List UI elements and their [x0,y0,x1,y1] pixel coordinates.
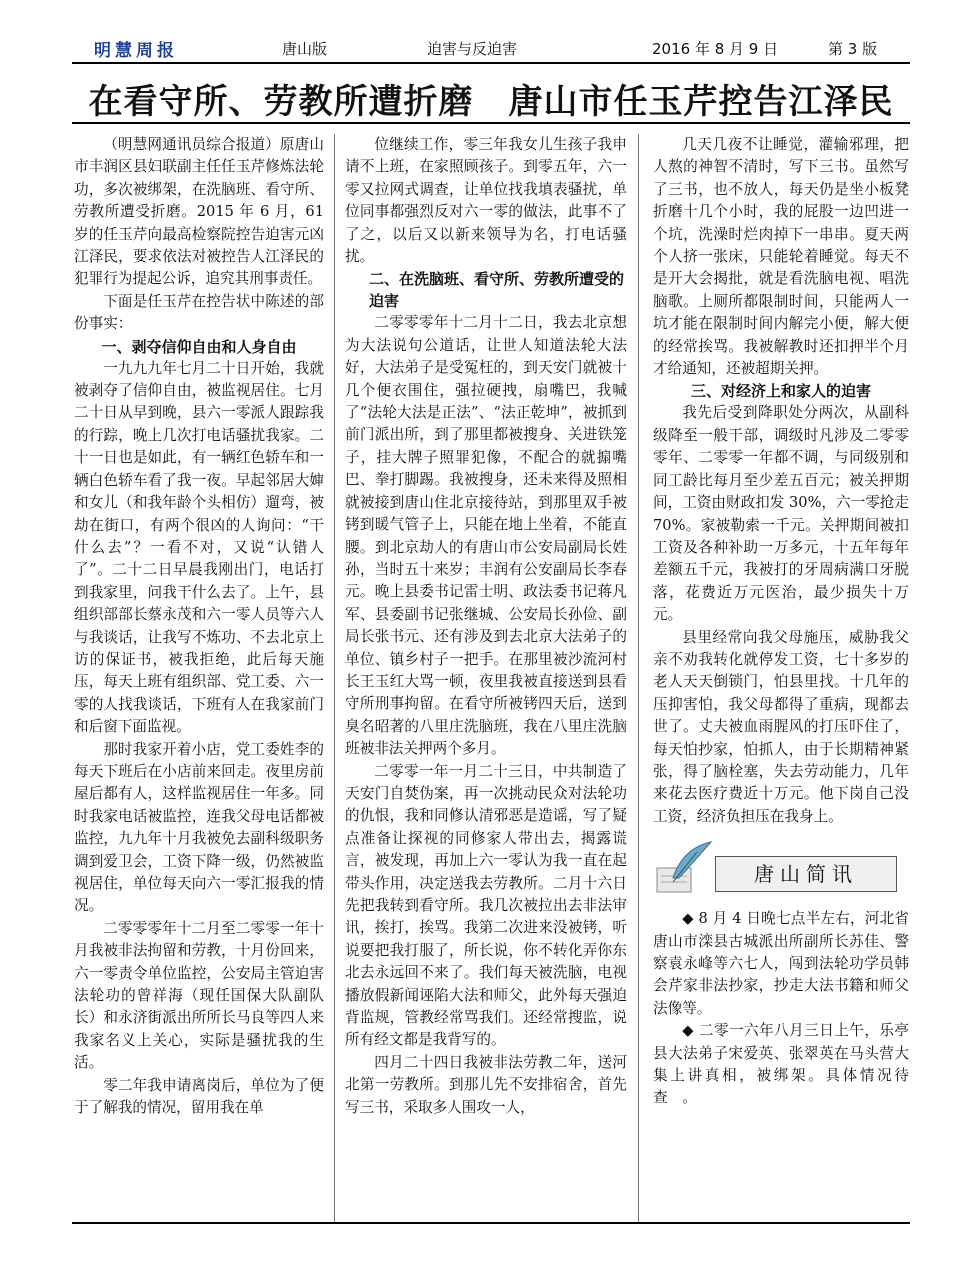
column-2 [345,134,627,1119]
masthead-date: 2016 年 8 月 9 日 [652,40,779,58]
paragraph: 一九九九年七月二十日开始，我就被剥夺了信仰自由，被监视居住。七月二十日从早到晚，县六一零派人跟踪我的行踪，晚上几次打电话骚扰我家。二十一日也是如此，有一辆红色轿车和一辆白色轿车看了我一夜。早起邻居大婶和女儿（和我年龄个头相仿）遛弯，被劫在街口，有两个很凶的人询问：“干什么去”？一看不对，又说“认错人了”。二十二日早晨我刚出门，电话打到我家里，问我干什么去了。上午，县组织部部长蔡永茂和六一零人员等六人与我谈话，让我写不炼功、不去北京上访的保证书，被我拒绝，此后每天施压，每天上班有组织部、党工委、六一零的人找我谈话，下班有人在我家前门和后窗下面监视。 [74,359,324,736]
title-rule [72,122,910,124]
masthead-section: 迫害与反迫害 [427,40,518,58]
paragraph: 那时我家开着小店，党工委姓李的每天下班后在小店前来回走。夜里房前屋后都有人，这样监视居住一年多。同时我家电话被监控，连我父母电话都被监控，九九年十月我被免去副科级职务调到爱卫会，工资下降一级，仍然被监视居住，单位每天向六一零汇报我的情况。 [74,740,324,915]
masthead-rule [72,62,910,64]
masthead-page-number: 第 3 版 [828,40,878,58]
masthead-brand: 明慧周报 [94,41,178,61]
masthead [72,36,908,62]
paragraph: 二零零零年十二月至二零零一年十月我被非法拘留和劳教，十月份回来，六一零责令单位监控，公安局主管迫害法轮功的曾祥海（现任国保大队副队长）和永济街派出所所长马良等四人来我家名义上关心，实际是骚扰我的生活。 [74,919,324,1072]
article-title: 在看守所、劳教所遭折磨 唐山市任玉芹控告江泽民 [88,82,894,122]
news-brief-header [653,838,909,902]
section-heading-3: 三、对经济上和家人的迫害 [690,382,871,401]
quill-pen-icon [653,838,715,898]
paragraph: 位继续工作，零三年我女儿生孩子我申请不上班，在家照顾孩子。到零五年，六一零又拉网式调查，让单位找我填表骚扰，单位同事都强烈反对六一零的做法，此事不了了之，以后又以新来领导为名，打电话骚扰。 [345,136,627,266]
section-heading-1: 一、剥夺信仰自由和人身自由 [101,337,297,356]
paragraph: 二零零零年十二月十二日，我去北京想为大法说句公道话，让世人知道法轮大法好，大法弟子是受冤枉的，到天安门就被十几个便衣围住，强拉硬拽，扇嘴巴，我喊了“法轮大法是正法”、“法正乾坤”，被抓到前门派出所，到了那里都被搜身、关进铁笼子，挂大牌子照罪犯像，不配合的就搧嘴巴、拳打脚踢。我被搜身，还未来得及照相就被接到唐山住北京接待站，到那里双手被铐到暖气管子上，只能在地上坐着，不能直腰。到北京劫人的有唐山市公安局副局长姓孙，当时五十来岁；丰润有公安副局长李春元。晚上县委书记雷士明、政法委书记蒋凡军、县委副书记张继城、公安局长孙俭、副局长张书元、还有涉及到去北京大法弟子的单位、镇乡村子一把手。在那里被沙流河村长王玉红大骂一顿，夜里我被直接送到县看守所刑事拘留。在看守所被铐四天后，送到臭名昭著的八里庄洗脑班，我在八里庄洗脑班被非法关押两个多月。 [345,314,627,758]
column-3 [653,134,909,1110]
news-item: ◆ 8 月 4 日晚七点半左右，河北省唐山市滦县古城派出所副所长苏佳、警察袁永峰等六七人，闯到法轮功学员韩会芹家非法抄家，抄走大法书籍和师父法像等。 [653,910,909,1017]
paragraph: 零二年我申请离岗后，单位为了便于了解我的情况，留用我在单 [74,1076,324,1117]
news-brief-title: 唐山简讯 [715,856,897,892]
column-divider [638,134,639,1224]
section-heading-2: 二、在洗脑班、看守所、劳教所遭受的迫害 [369,270,625,311]
column-1 [74,134,324,1119]
paragraph: 几天几夜不让睡觉，灌输邪理，把人熬的神智不清时，写下三书。虽然写了三书，也不放人，每天仍是坐小板凳折磨十几个小时，我的屁股一边凹进一个坑，洗澡时烂肉掉下一串串。夏天两个人挤一张床，只能轮着睡觉。每天不是开大会揭批，就是看洗脑电视、唱洗脑歌。上厕所都限制时间，只能两人一坑才能在限制时间内解完小便，解大便的经常挨骂。我被解教时还扣押半个月才给通知，还被超期关押。 [653,136,909,378]
paragraph: 下面是任玉芹在控告状中陈述的部份事实： [74,292,324,333]
paragraph: 四月二十四日我被非法劳教二年，送河北第一劳教所。到那儿先不安排宿舍，首先写三书，采取多人围攻一人， [345,1053,627,1116]
bottom-rule [72,1222,910,1224]
paragraph: 我先后受到降职处分两次，从副科级降至一般干部，调级时凡涉及二零零零年、二零零一年都不调，与同级别和同工龄比每月至少差五百元；被关押期间，工资由财政扣发 30%，六一零抢走 70%。家被勒索一千元。关押期间被扣工资及各种补助一万多元，十五年每年差额五千元，我被打的牙周病满口牙脱落，花费近万元医治，最少损失十万元。 [653,404,909,624]
masthead-edition: 唐山版 [282,40,328,58]
news-item: ◆ 二零一六年八月三日上午，乐亭县大法弟子宋爱英、张翠英在马头营大集上讲真相，被绑架。具体情况待查 。 [653,1022,909,1107]
column-divider [334,134,335,1224]
paragraph: 二零零一年一月二十三日，中共制造了天安门自焚伪案，再一次挑动民众对法轮功的仇恨，我和同修认清邪恶是造谣，写了疑点准备让探视的同修家人带出去，揭露谎言，被发现，再加上六一零认为我一直在起带头作用，决定送我去劳教所。二月十六日先把我转到看守所。我几次被拉出去非法审讯，挨打，挨骂。我第二次进来没被铐，听说要把我打服了，所长说，你不转化弄你东北去永远回不来了。我们每天被洗脑，电视播放假新闻诬陷大法和师父，此外每天强迫背监规，管教经常骂我们。还经常搜监，说所有经文都是我背写的。 [345,762,627,1049]
paragraph: 县里经常向我父母施压，威胁我父亲不劝我转化就停发工资，七十多岁的老人天天倒锁门，怕县里找。十几年的压抑害怕，我父母都得了重病，现都去世了。丈夫被血雨腥风的打压吓住了，每天怕抄家，怕抓人，由于长期精神紧张，得了脑栓塞，失去劳动能力，几年来花去医疗费近十万元。他下岗自己没工资，经济负担压在我身上。 [653,628,909,825]
intro-paragraph: （明慧网通讯员综合报道）原唐山市丰润区县妇联副主任任玉芹修炼法轮功，多次被绑架，在洗脑班、看守所、劳教所遭受折磨。2015 年 6 月，61 岁的任玉芹向最高检察院控告迫害元凶江泽民，要求依法对被控告人江泽民的犯罪行为提起公诉，追究其刑事责任。 [74,136,324,288]
